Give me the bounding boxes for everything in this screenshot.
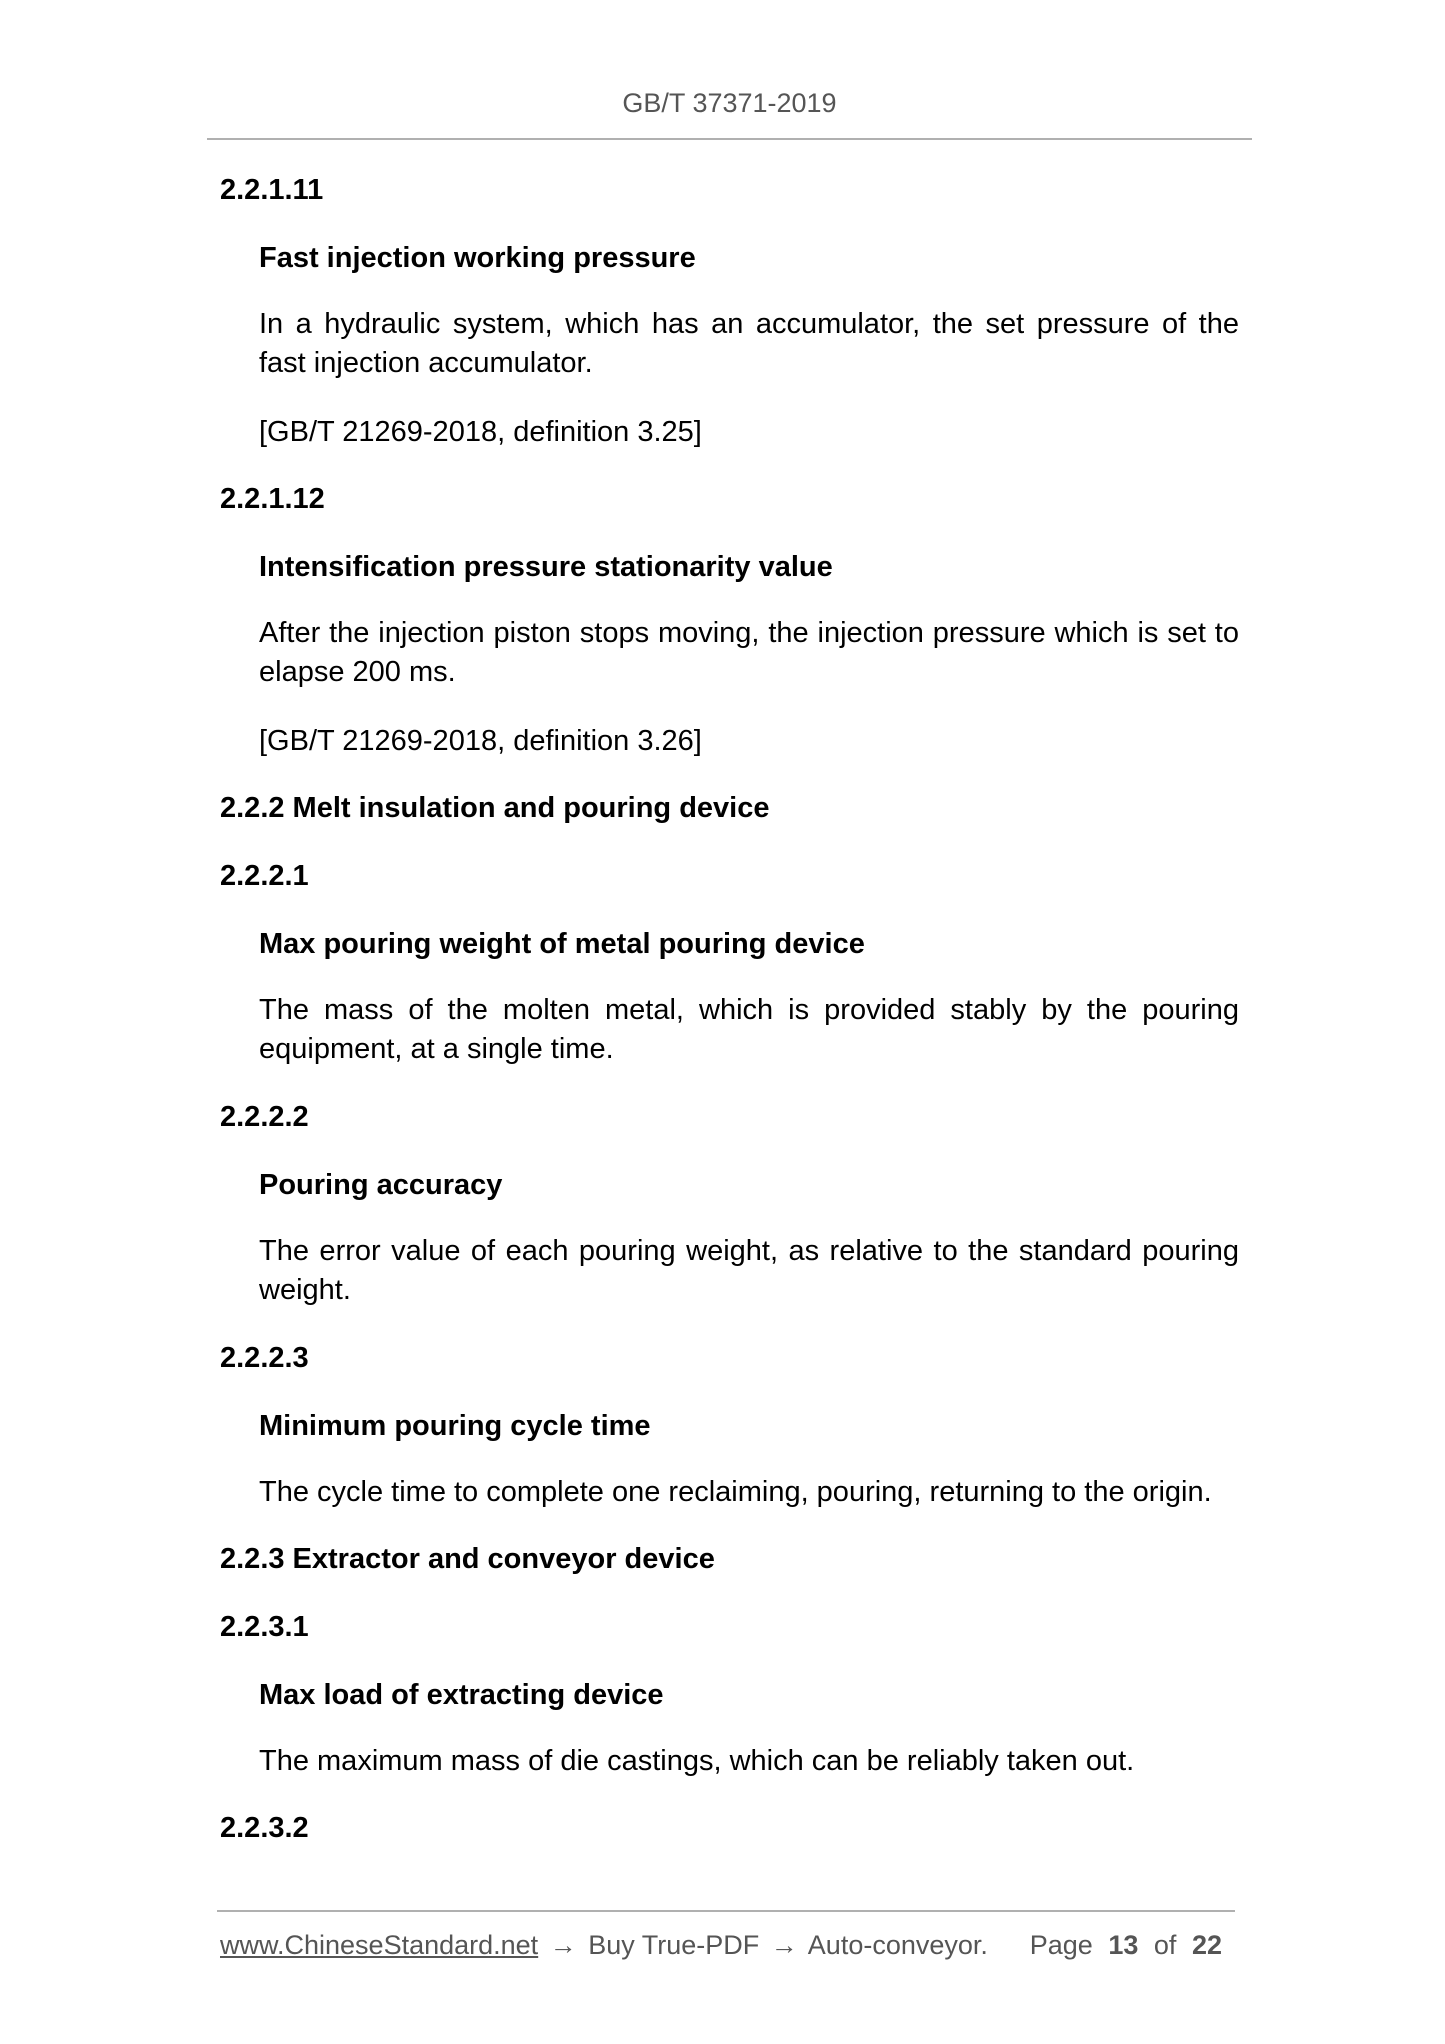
term-definition: The mass of the molten metal, which is provided stably by the pouring equipment, at a single time. [259, 994, 1239, 1065]
term-title: Intensification pressure stationarity value [259, 551, 833, 583]
page-total: 22 [1191, 1930, 1222, 1960]
clause-number: 2.2.2.3 [220, 1342, 309, 1374]
term-title: Max load of extracting device [259, 1679, 664, 1711]
buy-true-pdf-text: Buy True-PDF [588, 1930, 760, 1960]
document-id-header: GB/T 37371-2019 [622, 88, 837, 118]
header-divider [207, 138, 1252, 140]
term-source: [GB/T 21269-2018, definition 3.25] [259, 416, 702, 448]
term-definition: In a hydraulic system, which has an accumulator, the set pressure of the fast injection accumulator. [259, 308, 1239, 379]
page-indicator [1030, 1930, 1230, 1961]
term-title: Fast injection working pressure [259, 242, 696, 274]
chinese-standard-link[interactable]: www.ChineseStandard.net [220, 1930, 539, 1960]
page-of-label: of [1153, 1930, 1177, 1960]
section-heading: 2.2.3 Extractor and conveyor device [220, 1543, 715, 1575]
term-definition: The cycle time to complete one reclaiming, pouring, returning to the origin. [259, 1476, 1212, 1508]
term-definition: After the injection piston stops moving, the injection pressure which is set to elapse 200 ms. [259, 617, 1239, 688]
section-heading: 2.2.2 Melt insulation and pouring device [220, 792, 770, 824]
clause-number: 2.2.2.1 [220, 860, 309, 892]
clause-number: 2.2.3.2 [220, 1812, 309, 1844]
term-definition: The maximum mass of die castings, which can be reliably taken out. [259, 1745, 1135, 1777]
clause-number: 2.2.2.2 [220, 1101, 309, 1133]
page-current: 13 [1108, 1930, 1139, 1960]
page-label: Page [1029, 1930, 1093, 1960]
arrow-right-icon: → [770, 1930, 798, 1960]
term-source: [GB/T 21269-2018, definition 3.26] [259, 725, 702, 757]
term-title: Max pouring weight of metal pouring device [259, 928, 865, 960]
arrow-right-icon: → [549, 1930, 577, 1960]
page-footer [220, 1930, 1230, 1961]
term-title: Pouring accuracy [259, 1169, 503, 1201]
footer-topic-text: Auto-conveyor. [807, 1930, 988, 1960]
term-title: Minimum pouring cycle time [259, 1410, 651, 1442]
clause-number: 2.2.1.11 [220, 174, 324, 206]
term-definition: The error value of each pouring weight, as relative to the standard pouring weight. [259, 1235, 1239, 1306]
footer-divider [217, 1910, 1235, 1912]
clause-number: 2.2.3.1 [220, 1611, 309, 1643]
clause-number: 2.2.1.12 [220, 483, 325, 515]
